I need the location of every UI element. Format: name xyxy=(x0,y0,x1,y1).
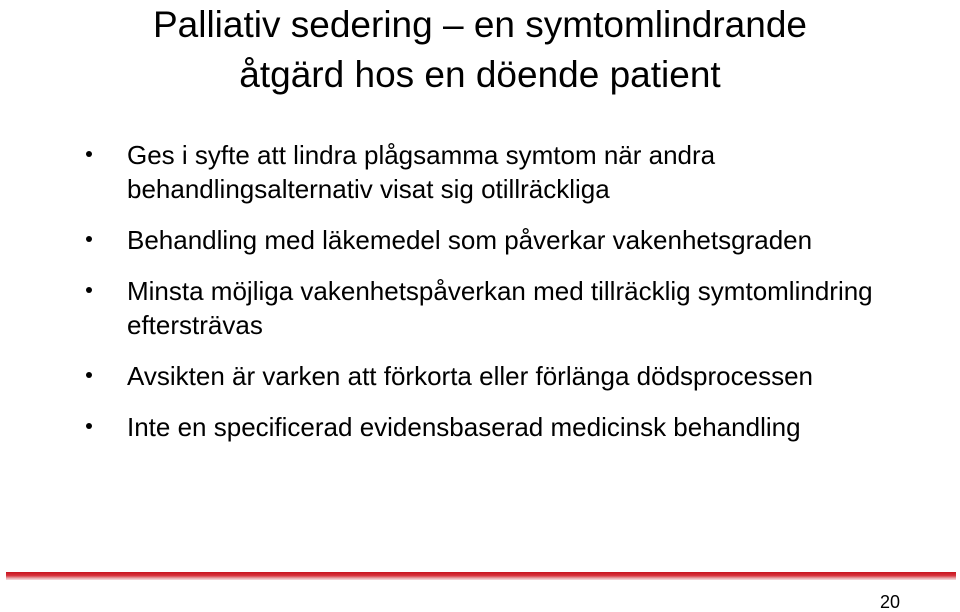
slide-title-line-1: Palliativ sedering – en symtomlindrande xyxy=(152,4,807,45)
bullet-list xyxy=(0,138,960,461)
bullet-dot-icon xyxy=(86,287,92,293)
bullet-dot-icon xyxy=(86,236,92,242)
footer-divider xyxy=(6,572,956,580)
bullet-dot-icon xyxy=(86,151,92,157)
bullet-item xyxy=(0,223,960,257)
bullet-item xyxy=(0,138,960,206)
bullet-text: Avsikten är varken att förkorta eller förlänga dödsprocessen xyxy=(127,361,813,391)
bullet-text: Ges i syfte att lindra plågsamma symtom när andra behandlingsalternativ visat sig otillräckliga xyxy=(127,140,716,204)
bullet-item xyxy=(0,359,960,393)
bullet-text: Behandling med läkemedel som påverkar vakenhetsgraden xyxy=(127,225,813,255)
bullet-dot-icon xyxy=(86,423,92,429)
bullet-item xyxy=(0,274,960,342)
page-number: 20 xyxy=(879,592,900,612)
slide-title-line-2: åtgärd hos en döende patient xyxy=(239,54,721,95)
bullet-text: Minsta möjliga vakenhetspåverkan med tillräcklig symtomlindring eftersträvas xyxy=(127,276,873,340)
slide-title xyxy=(80,0,880,100)
bullet-dot-icon xyxy=(86,372,92,378)
bullet-text: Inte en specificerad evidensbaserad medicinsk behandling xyxy=(127,412,801,442)
bullet-item xyxy=(0,410,960,444)
